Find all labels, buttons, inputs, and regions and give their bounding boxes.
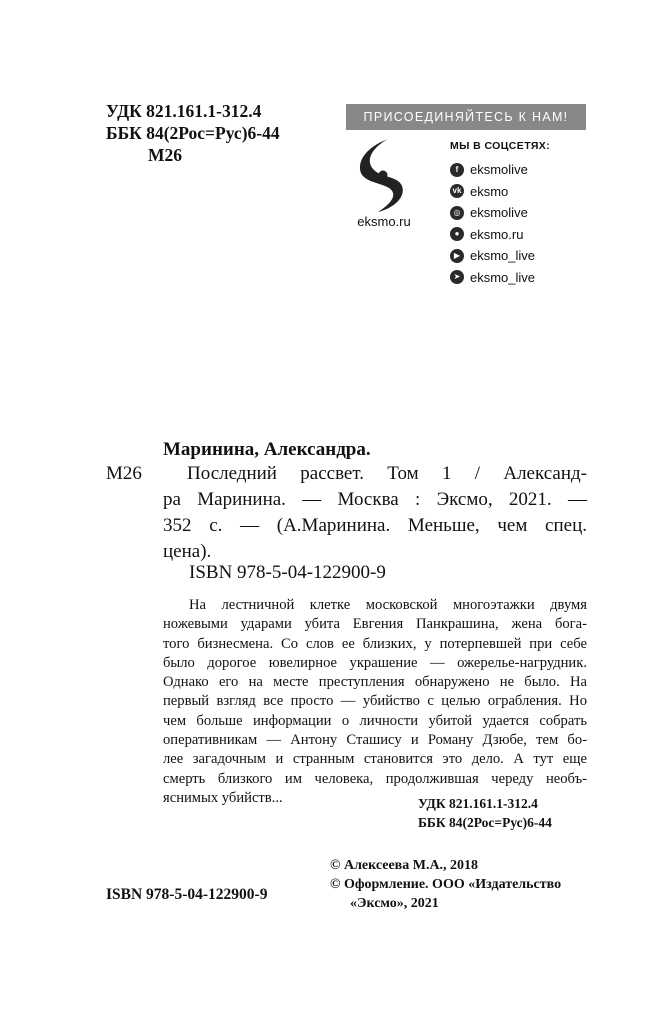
catalog-author: Маринина, Александра. (163, 439, 371, 460)
social-label: eksmo_live (470, 269, 536, 285)
eksmo-url: eksmo.ru (357, 214, 411, 229)
catalog-isbn: ISBN 978-5-04-122900-9 (189, 562, 386, 583)
annotation-line: ножевыми ударами убита Евгения Панкрашина, жена бога- (163, 616, 587, 633)
join-us-banner: ПРИСОЕДИНЯЙТЕСЬ К НАМ! (346, 104, 586, 130)
annotation-line: первый взгляд все просто — убийство с целью ограбления. Но (163, 693, 587, 710)
author-mark: М26 (148, 145, 183, 165)
annotation-line: На лестничной клетке московской многоэтажки двумя (189, 597, 587, 613)
footer-udk: УДК 821.161.1-312.4 (418, 796, 538, 811)
social-label: eksmo_live (470, 248, 536, 264)
catalog-mark: М26 (106, 463, 142, 484)
annotation (163, 596, 587, 808)
youtube-icon: ▶ (450, 249, 464, 263)
telegram-icon: ➤ (450, 270, 464, 284)
instagram-icon: ◎ (450, 206, 464, 220)
ok-icon: ● (450, 227, 464, 241)
copyright-author: © Алексеева М.А., 2018 (330, 858, 479, 873)
classification-codes (106, 100, 280, 166)
social-list (450, 159, 535, 288)
social-item-ok[interactable] (450, 224, 535, 246)
annotation-line: лее загадочным и странным становится это дело. А тут еще (163, 751, 587, 768)
bbk-code: ББК 84(2Рос=Рус)6-44 (106, 123, 280, 143)
annotation-line: чем больше информации о личности убитой удается собрать (163, 712, 587, 729)
footer-bbk: ББК 84(2Рос=Рус)6-44 (418, 815, 552, 830)
social-title: МЫ В СОЦСЕТЯХ: (450, 140, 551, 152)
copyright-design: © Оформление. ООО «Издательство (330, 877, 562, 892)
annotation-line: того бизнесмена. Со слов ее близких, у потерпевшей при себе (163, 635, 587, 652)
social-item-instagram[interactable] (450, 202, 535, 224)
title-line: ра Маринина. — Москва : Эксмо, 2021. — (163, 489, 587, 510)
title-line: Последний рассвет. Том 1 / Александ- (187, 463, 587, 484)
social-item-youtube[interactable] (450, 245, 535, 267)
social-item-telegram[interactable] (450, 267, 535, 289)
annotation-line: было дорогое ювелирное украшение — ожерелье-нагрудник. (163, 654, 587, 671)
annotation-line: яснимых убийств... (163, 789, 283, 806)
social-item-facebook[interactable] (450, 159, 535, 181)
annotation-line: смерть близкого им человека, продолжившая череду необъ- (163, 770, 587, 787)
copyright-design-cont: «Эксмо», 2021 (350, 896, 439, 911)
vk-icon: vk (450, 184, 464, 198)
copyright-block (330, 856, 561, 913)
social-label: eksmolive (470, 162, 528, 178)
catalog-title (163, 461, 587, 565)
footer-isbn: ISBN 978-5-04-122900-9 (106, 886, 268, 903)
footer-codes (418, 794, 552, 832)
social-label: eksmo (470, 183, 509, 199)
title-line: цена). (163, 541, 212, 562)
eksmo-logo-icon (352, 136, 414, 214)
social-item-vk[interactable] (450, 181, 535, 203)
social-label: eksmo.ru (470, 226, 524, 242)
facebook-icon: f (450, 163, 464, 177)
social-label: eksmolive (470, 205, 528, 221)
udk-code: УДК 821.161.1-312.4 (106, 101, 262, 121)
annotation-line: оперативникам — Антону Сташису и Роману Дзюбе, тем бо- (163, 732, 587, 749)
title-line: 352 с. — (А.Маринина. Меньше, чем спец. (163, 515, 587, 536)
annotation-line: Однако его на месте преступления обнаружено не было. На (163, 674, 587, 691)
